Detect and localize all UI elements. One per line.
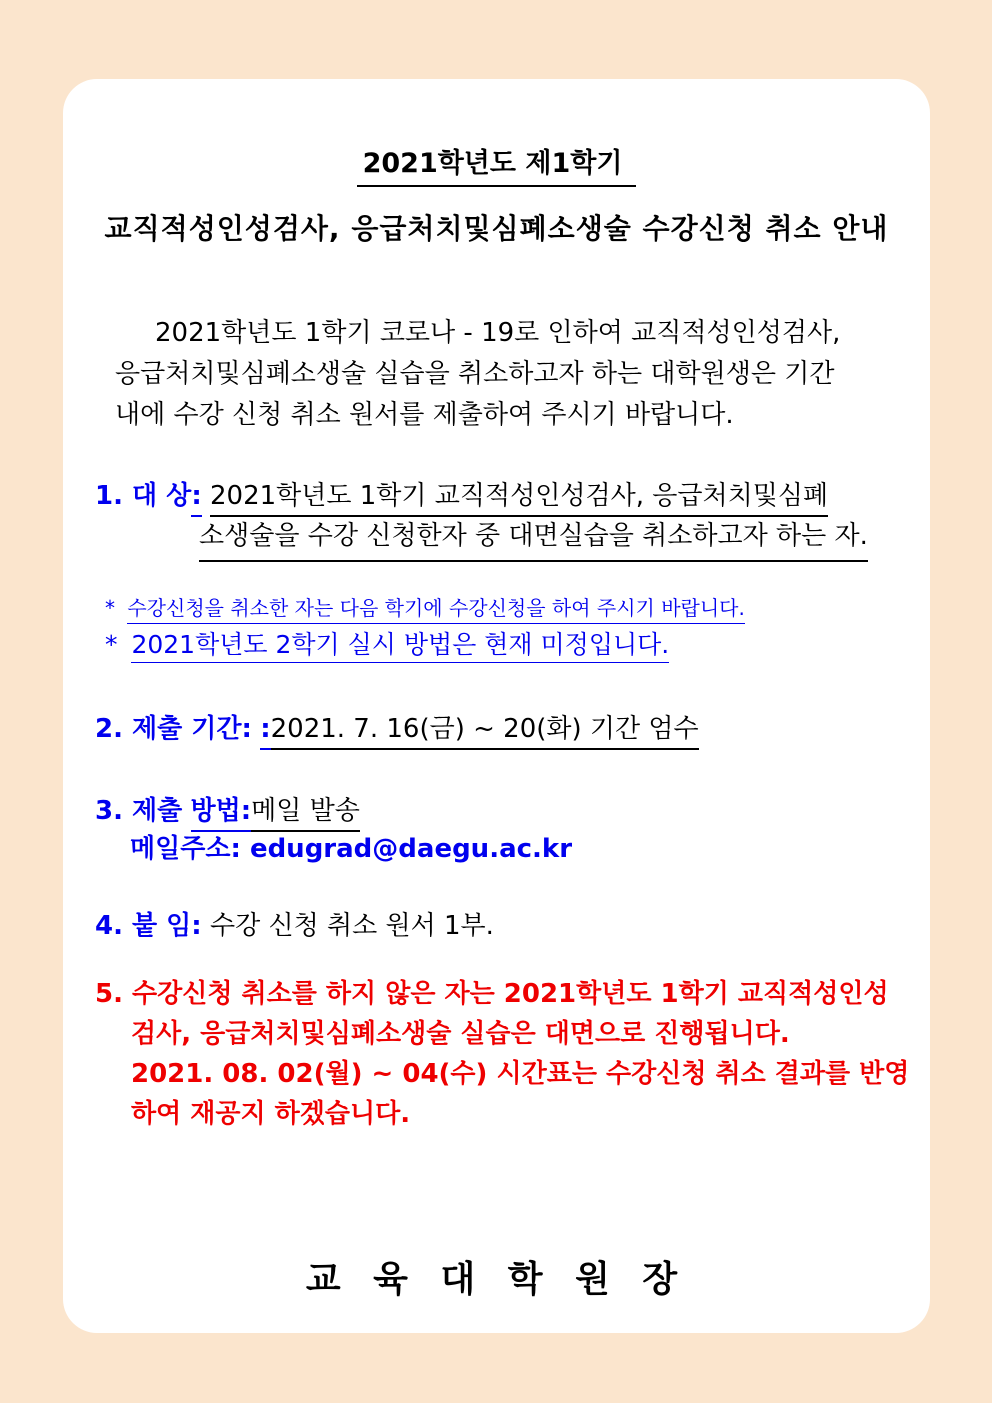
intro-paragraph [115,313,840,436]
item-period-value: 2021. 7. 16(금) ~ 20(화) 기간 엄수 [271,714,699,750]
item-period-label: 2. 제출 기간: [95,714,252,744]
item-method-value: 메일 발송 [251,796,360,832]
item-target-line2: 소생술을 수강 신청한자 중 대면실습을 취소하고자 하는 자. [199,516,868,562]
item-period [95,708,699,745]
email-label: 메일주소: [130,834,241,864]
item-target-line1: 2021학년도 1학기 교직적성인성검사, 응급처치및심폐 [210,481,828,517]
item-period-colon: : [260,714,270,750]
intro-line: 2021학년도 1학기 코로나 - 19로 인하여 교직적성인성검사, [155,318,841,348]
page-title-term: 2021학년도 제1학기 [357,148,637,187]
item-method-label: 3. 제출 [95,796,183,826]
item-target [95,476,868,562]
item-warning-line: 5. 수강신청 취소를 하지 않은 자는 2021학년도 1학기 교직적성인성 [95,979,889,1009]
email-address: edugrad@daegu.ac.kr [249,834,573,864]
item-warning-line: 2021. 08. 02(월) ~ 04(수) 시간표는 수강신청 취소 결과를 반영 [131,1059,910,1089]
signature-dean: 교 육 대 학 원 장 [305,1259,688,1300]
item-method-email-row [130,828,572,865]
item-method-sublabel: 방법: [191,796,252,832]
item-method [95,790,360,827]
note-marker: * [105,630,118,659]
item-warning [95,974,909,1134]
item-target-colon: : [191,481,201,517]
note-semester2-text: 2021학년도 2학기 실시 방법은 현재 미정입니다. [131,630,669,663]
notice-card [63,79,930,1333]
page-title-subject: 교직적성인성검사, 응급처치및심폐소생술 수강신청 취소 안내 [104,212,889,245]
intro-line: 응급처치및심폐소생술 실습을 취소하고자 하는 대학원생은 기간 [115,359,835,389]
item-warning-line: 검사, 응급처치및심폐소생술 실습은 대면으로 진행됩니다. [131,1019,790,1049]
note-reapply-text: 수강신청을 취소한 자는 다음 학기에 수강신청을 하여 주시기 바랍니다. [127,596,745,624]
item-target-label: 1. 대 상 [95,481,192,511]
note-marker: * [105,596,115,620]
item-warning-line: 하여 재공지 하겠습니다. [131,1099,411,1129]
item-attachment [95,905,494,942]
intro-line: 내에 수강 신청 취소 원서를 제출하여 주시기 바랍니다. [115,400,734,430]
note-semester2 [105,625,669,661]
item-attachment-value: 수강 신청 취소 원서 1부. [209,911,494,941]
item-attachment-label: 4. 붙 임: [95,911,202,941]
title-block [63,141,930,180]
note-reapply [105,592,745,621]
